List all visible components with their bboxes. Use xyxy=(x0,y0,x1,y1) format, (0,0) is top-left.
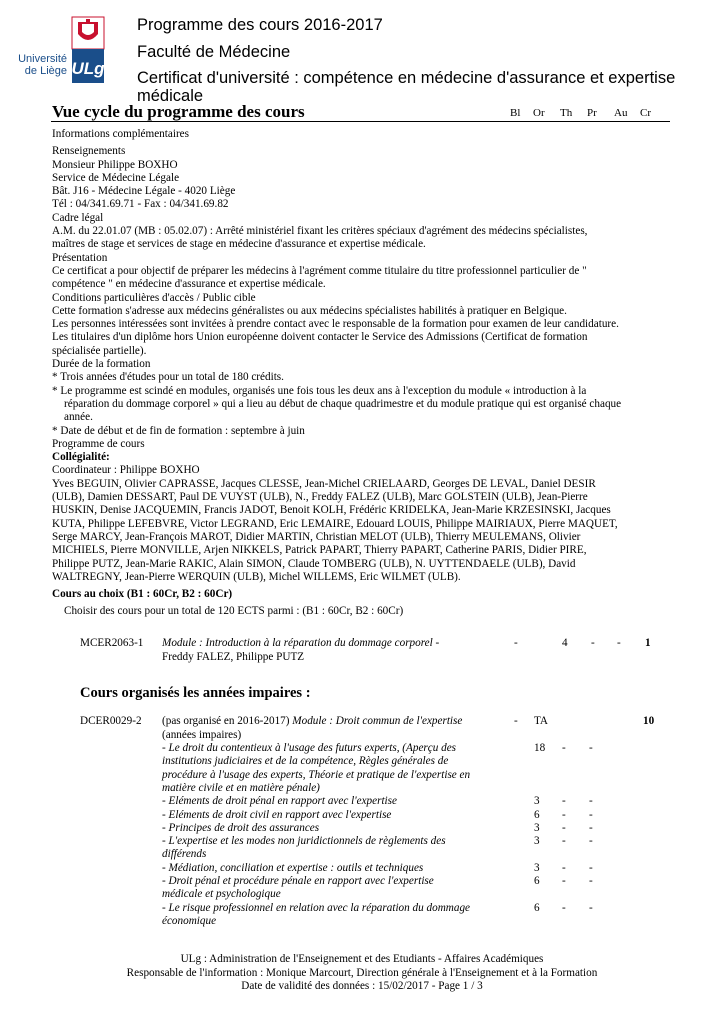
ulg-seal-icon xyxy=(70,16,106,84)
course-cr: 1 xyxy=(645,637,651,649)
course-subitem-line: - Droit pénal et procédure pénale en rapport avec l'expertise xyxy=(162,875,434,887)
course-subitem xyxy=(162,795,662,808)
collegiality-heading: Collégialité: xyxy=(52,451,110,464)
course-subitem xyxy=(162,742,662,795)
logo-line-2: de Liège xyxy=(24,65,67,77)
course-subitem-line: - Eléments de droit pénal en rapport avec l'expertise xyxy=(162,795,397,808)
column-headers xyxy=(510,103,651,121)
course-subitem-pr: - xyxy=(562,795,566,808)
course-subitem-au: - xyxy=(589,835,593,848)
collegiality-line: Yves BEGUIN, Olivier CAPRASSE, Jacques CLESSE, Jean-Michel CRIELAARD, Georges DE LEVAL, Daniel DESIR xyxy=(52,477,596,490)
course-subitem-pr: - xyxy=(562,901,566,914)
logo-mark: ULg xyxy=(71,59,105,78)
course-subitem xyxy=(162,809,662,822)
logo-line-1: Université xyxy=(18,53,67,65)
course-subitem-title xyxy=(162,809,502,822)
course-subitem-line: procédure à l'usage des experts, Théorie et pratique de l'expertise en xyxy=(162,768,471,781)
info-line: maîtres de stage et services de stage en médecine d'assurance et expertise médicale. xyxy=(52,238,426,251)
footer-line: Responsable de l'information : Monique Marcourt, Direction générale à l'Enseignement et à la Formation xyxy=(126,966,598,979)
course-subitem-title xyxy=(162,742,502,795)
collegiality-line: HUSKIN, Denise JACQUEMIN, Francis JADOT, Benoit KOLH, Frédéric KRIDELKA, Jean-Marie KRZESINSKI, Jacques xyxy=(52,504,611,517)
course-subitem-line: économique xyxy=(162,914,217,927)
course-subitem xyxy=(162,822,662,835)
course-subitem-title xyxy=(162,902,502,929)
collegiality-line: (ULB), Damien DESSART, Paul DE VUYST (ULB), N., Freddy FALEZ (ULB), Marc GOLSTEIN (ULB), Jean-Pierre xyxy=(52,491,588,504)
course-subitem-line: - Le droit du contentieux à l'usage des futurs experts, (Aperçu des xyxy=(162,742,457,754)
col-cr: Cr xyxy=(640,107,651,119)
course-subitem-au: - xyxy=(589,875,593,887)
col-th: Th xyxy=(560,107,573,119)
bullet-item-cont: année. xyxy=(64,411,93,424)
section-title: Vue cycle du programme des cours xyxy=(52,102,305,121)
course-teachers xyxy=(162,651,304,664)
course-subitem-au: - xyxy=(589,821,593,834)
bullet-item-cont: réparation du dommage corporel » qui a lieu au début de chaque quadrimestre et du module pratique qui est organisé chaque xyxy=(64,397,622,410)
course-subitem-line: - Médiation, conciliation et expertise : outils et techniques xyxy=(162,861,424,874)
col-or: Or xyxy=(533,107,545,119)
course-subitem-au: - xyxy=(589,861,593,874)
course-subitem-line: - Le risque professionnel en relation avec la réparation du dommage xyxy=(162,901,471,914)
course-subitem-line: médicale et psychologique xyxy=(162,888,281,901)
info-line: Cadre légal xyxy=(52,211,104,224)
footer-line: Date de validité des données : 15/02/2017 - Page 1 / 3 xyxy=(241,980,483,992)
course-subitem-line: différends xyxy=(162,848,207,861)
info-line: Monsieur Philippe BOXHO xyxy=(52,158,178,171)
info-line: Les titulaires d'un diplôme hors Union européenne doivent contacter le Service des Admissions (Certificat de formation xyxy=(52,331,588,344)
course-subitem-th: 3 xyxy=(534,795,540,808)
collegiality-line: Philippe PUTZ, Jean-Marie RAKIC, Alain SIMON, Claude TOMBERG (ULB), N. UYTTENDAELE (ULB), David xyxy=(52,557,576,570)
course-note: (pas organisé en 2016-2017) xyxy=(162,715,290,727)
course-cr: 10 xyxy=(643,715,655,727)
course-au: - xyxy=(617,637,621,649)
course-subitem-line: institutions judiciaires et de la compétence, Règles générales de xyxy=(162,755,449,768)
course-subitem-au: - xyxy=(589,742,593,754)
col-bl: Bl xyxy=(510,107,521,119)
course-subitem-th: 6 xyxy=(534,901,540,914)
course-subitem-title xyxy=(162,875,502,902)
collegiality-line: MICHIELS, Pierre MONVILLE, Arjen NIKKELS, Patrick PAPART, Thierry PAPART, Catherine PARIS, Didier PIRE, xyxy=(52,544,587,557)
course-subitem-title xyxy=(162,822,502,835)
course-teachers-text: Freddy FALEZ, Philippe PUTZ xyxy=(162,651,305,663)
col-au: Au xyxy=(614,107,628,119)
course-subitem-line: - Principes de droit des assurances xyxy=(162,821,320,834)
header-divider xyxy=(51,121,670,122)
programme-title: Programme des cours 2016-2017 xyxy=(137,16,383,34)
choice-title: Cours au choix (B1 : 60Cr, B2 : 60Cr) xyxy=(52,588,233,601)
info-block xyxy=(52,128,677,619)
certificate-title-line2: médicale xyxy=(137,87,204,105)
course-subitem xyxy=(162,862,662,875)
course-or: TA xyxy=(534,715,549,727)
course-pr: - xyxy=(591,637,595,649)
course-subitem-pr: - xyxy=(562,835,566,848)
course-subitem-th: 6 xyxy=(534,875,540,887)
bullet-item: * Date de début et de fin de formation : septembre à juin xyxy=(52,424,305,437)
course-subitem-title xyxy=(162,795,502,808)
coordinator: Coordinateur : Philippe BOXHO xyxy=(52,464,200,477)
footer-line: ULg : Administration de l'Enseignement et des Etudiants - Affaires Académiques xyxy=(180,953,544,965)
course-title: Module : Droit commun de l'expertise xyxy=(292,715,463,727)
course-subitem-au: - xyxy=(589,808,593,821)
course-subitem xyxy=(162,902,662,929)
certificate-title-line1: Certificat d'université : compétence en médecine d'assurance et expertise xyxy=(137,69,676,87)
info-line: spécialisée partielle). xyxy=(52,344,147,357)
course-subitem-pr: - xyxy=(562,821,566,834)
course-subitem-th: 3 xyxy=(534,835,540,848)
course-subitem-pr: - xyxy=(562,861,566,874)
collegiality-line: KUTA, Philippe LEFEBVRE, Victor LEGRAND, Eric LEMAIRE, Edouard LOUIS, Philippe MAIRIAUX, Pierre MAQUET, xyxy=(52,517,618,530)
course-subitem-title xyxy=(162,862,502,875)
logo-text xyxy=(14,53,67,77)
bullet-item: * Trois années d'études pour un total de 180 crédits. xyxy=(52,371,284,384)
course-subitem-pr: - xyxy=(562,742,566,754)
course-title[interactable]: Module : Introduction à la réparation du dommage corporel - xyxy=(162,637,440,649)
course-subitem-au: - xyxy=(589,901,593,914)
info-line: compétence " en médecine d'assurance et expertise médicale. xyxy=(52,278,326,291)
course-subitem-th: 3 xyxy=(534,821,540,834)
collegiality-line: WALTREGNY, Jean-Pierre WERQUIN (ULB), Michel WILLEMS, Eric WILMET (ULB). xyxy=(52,570,461,583)
info-line: Présentation xyxy=(52,251,108,264)
info-line: Les personnes intéressées sont invitées à prendre contact avec le responsable de la formation pour examen de leur candidature. xyxy=(52,318,619,331)
info-line: Ce certificat a pour objectif de préparer les médecins à l'agrément comme titulaire du titre professionnel particulier de " xyxy=(52,264,587,277)
course-bl: - xyxy=(514,637,518,649)
course-bl: - xyxy=(514,715,518,727)
course-th: 4 xyxy=(562,637,568,649)
info-line: Cette formation s'adresse aux médecins généralistes ou aux médecins spécialistes habilités à pratiquer en Belgique. xyxy=(52,304,567,317)
university-logo xyxy=(14,16,106,86)
collegiality-line: Serge MARCY, Jean-François MAROT, Didier MARTIN, Christian MELOT (ULB), Thierry MEULEMANS, Olivier xyxy=(52,530,581,543)
course-subitem-th: 6 xyxy=(534,808,540,821)
col-pr: Pr xyxy=(587,107,597,119)
info-line: Durée de la formation xyxy=(52,358,151,371)
course-subitem xyxy=(162,875,662,902)
course-subitem xyxy=(162,835,662,862)
info-line: Bât. J16 - Médecine Légale - 4020 Liège xyxy=(52,185,236,198)
course-code[interactable]: DCER0029-2 xyxy=(80,715,142,727)
course-subitem-au: - xyxy=(589,795,593,808)
info-line: Tél : 04/341.69.71 - Fax : 04/341.69.82 xyxy=(52,198,229,211)
info-line: Renseignements xyxy=(52,145,126,158)
course-subitem-title xyxy=(162,835,502,862)
bullet-item: * Le programme est scindé en modules, organisés une fois tous les deux ans à l'exception du module « introduction à la xyxy=(52,384,587,397)
course-subitem-line: - Eléments de droit civil en rapport avec l'expertise xyxy=(162,808,392,821)
course-subitem-th: 18 xyxy=(534,742,546,754)
choice-subtitle: Choisir des cours pour un total de 120 ECTS parmi : (B1 : 60Cr, B2 : 60Cr) xyxy=(64,605,404,618)
course2-title-line[interactable] xyxy=(162,715,462,728)
odd-years-heading: Cours organisés les années impaires : xyxy=(80,685,311,701)
faculty-name: Faculté de Médecine xyxy=(137,43,291,61)
info-line: A.M. du 22.01.07 (MB : 05.02.07) : Arrêté ministériel fixant les critères spéciaux d'agrément des médecins spécialistes, xyxy=(52,225,588,238)
info-heading: Informations complémentaires xyxy=(52,128,190,140)
course-subitem-line: - L'expertise et les modes non juridictionnels de règlements des xyxy=(162,835,446,848)
course-subitem-pr: - xyxy=(562,875,566,887)
course-note-years: (années impaires) xyxy=(162,729,242,741)
footer xyxy=(0,953,724,994)
info-line: Programme de cours xyxy=(52,437,145,450)
course-subitem-pr: - xyxy=(562,808,566,821)
course-subitem-line: matière civile et en matière pénale) xyxy=(162,781,320,794)
info-line: Conditions particulières d'accès / Public cible xyxy=(52,291,256,304)
course-code[interactable]: MCER2063-1 xyxy=(80,637,144,649)
course-subitem-th: 3 xyxy=(534,861,540,874)
info-line: Service de Médecine Légale xyxy=(52,171,180,184)
